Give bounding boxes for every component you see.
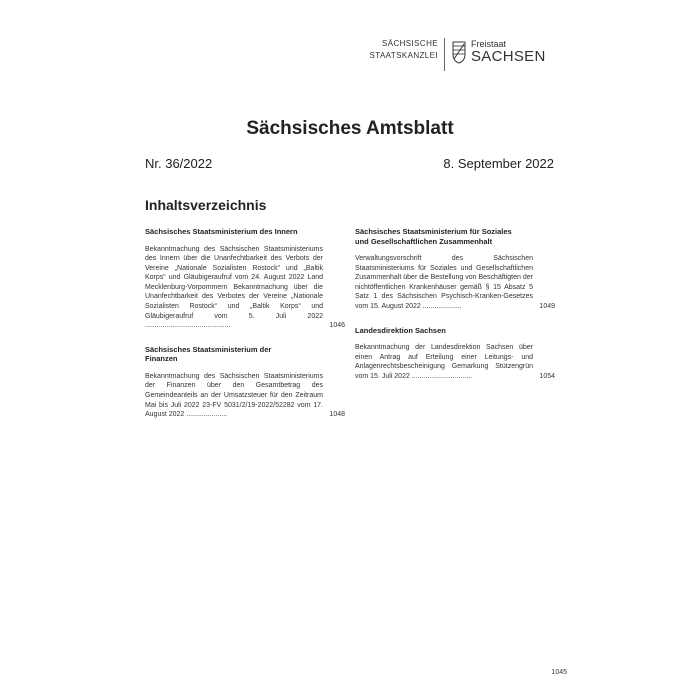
toc-section [355,227,555,312]
entry-page-number: 1046 [329,322,345,330]
section-title: Sächsisches Staatsministerium für Soziales und Gesellschaftlichen Zusammenhalt [355,227,512,246]
entry-page-number: 1048 [329,411,345,419]
kanzlei-line-2: STAATSKANZLEI [369,51,438,60]
entry-text: Bekanntmachung der Landesdirektion Sachsen über einen Antrag auf Erteilung einer Leitungs- und Anlagenrechtsbescheinigung Gemarkung Stützengrün vom 15. Juli 2022 ............................... [355,344,533,380]
kanzlei-line-1: SÄCHSISCHE [381,39,438,48]
logo-divider [444,38,445,71]
issue-number: Nr. 36/2022 [145,156,213,171]
toc-section [355,326,555,382]
header-logo [369,38,560,74]
toc-entry[interactable] [355,254,555,312]
toc-right-column [355,227,555,395]
toc-entry[interactable] [145,372,345,420]
toc-entry[interactable] [355,343,555,381]
toc-heading: Inhaltsverzeichnis [145,197,267,213]
page-title: Sächsisches Amtsblatt [246,118,454,139]
toc-section [145,345,345,420]
freistaat-label: Freistaat [471,39,507,49]
toc-section [145,227,345,331]
entry-text: Verwaltungsvorschrift des Sächsischen Staatsministeriums für Soziales und Gesellschaftlichen Zusammenhalt über die Bestellung von Beschäftigten der nichtöffentlichen Krankenhäuser gemäß § 15 Absatz 5 Satz 1 des Sächsischen Psychisch-Kranken-Gesetzes vom 15. August 2022 .................... [355,255,533,310]
staatskanzlei-wordmark [338,38,438,62]
section-title: Landesdirektion Sachsen [355,325,446,335]
footer-page-number: 1045 [551,669,567,676]
section-title: Sächsisches Staatsministerium der Finanzen [145,344,272,364]
toc-left-column [145,227,345,434]
entry-page-number: 1054 [539,372,555,380]
coat-of-arms-icon [452,40,466,64]
entry-page-number: 1049 [539,302,555,310]
toc-entry[interactable] [145,245,345,331]
entry-text: Bekanntmachung des Sächsischen Staatsministeriums des Innern über die Unanfechtbarkeit des Verbots der Vereine „Nationale Sozialisten Rostock“ und „Baltik Korps“ und Gläubigeraufruf vom 24. August 2022 Land Mecklenburg-Vorpommern Bekanntmachung über die Unanfechtbarkeit des Verbotes der Vereine „Nationale Sozialisten Rostock“ und „Baltik Korps“ und Gläubigeraufruf vom 5. Juli 2022 ............................................ [145,245,323,330]
entry-text: Bekanntmachung des Sächsischen Staatsministeriums der Finanzen über den Gesamtbetrag des Gemeindeanteils an der Umsatzsteuer für den Zeitraum Mai bis Juli 2022 23-FV 5031/2/19-2022/52282 vom 17. August 2022 ..................... [145,372,323,419]
issue-date: 8. September 2022 [443,156,554,171]
section-title: Sächsisches Staatsministerium des Innern [145,227,298,236]
sachsen-label: SACHSEN [471,48,546,65]
